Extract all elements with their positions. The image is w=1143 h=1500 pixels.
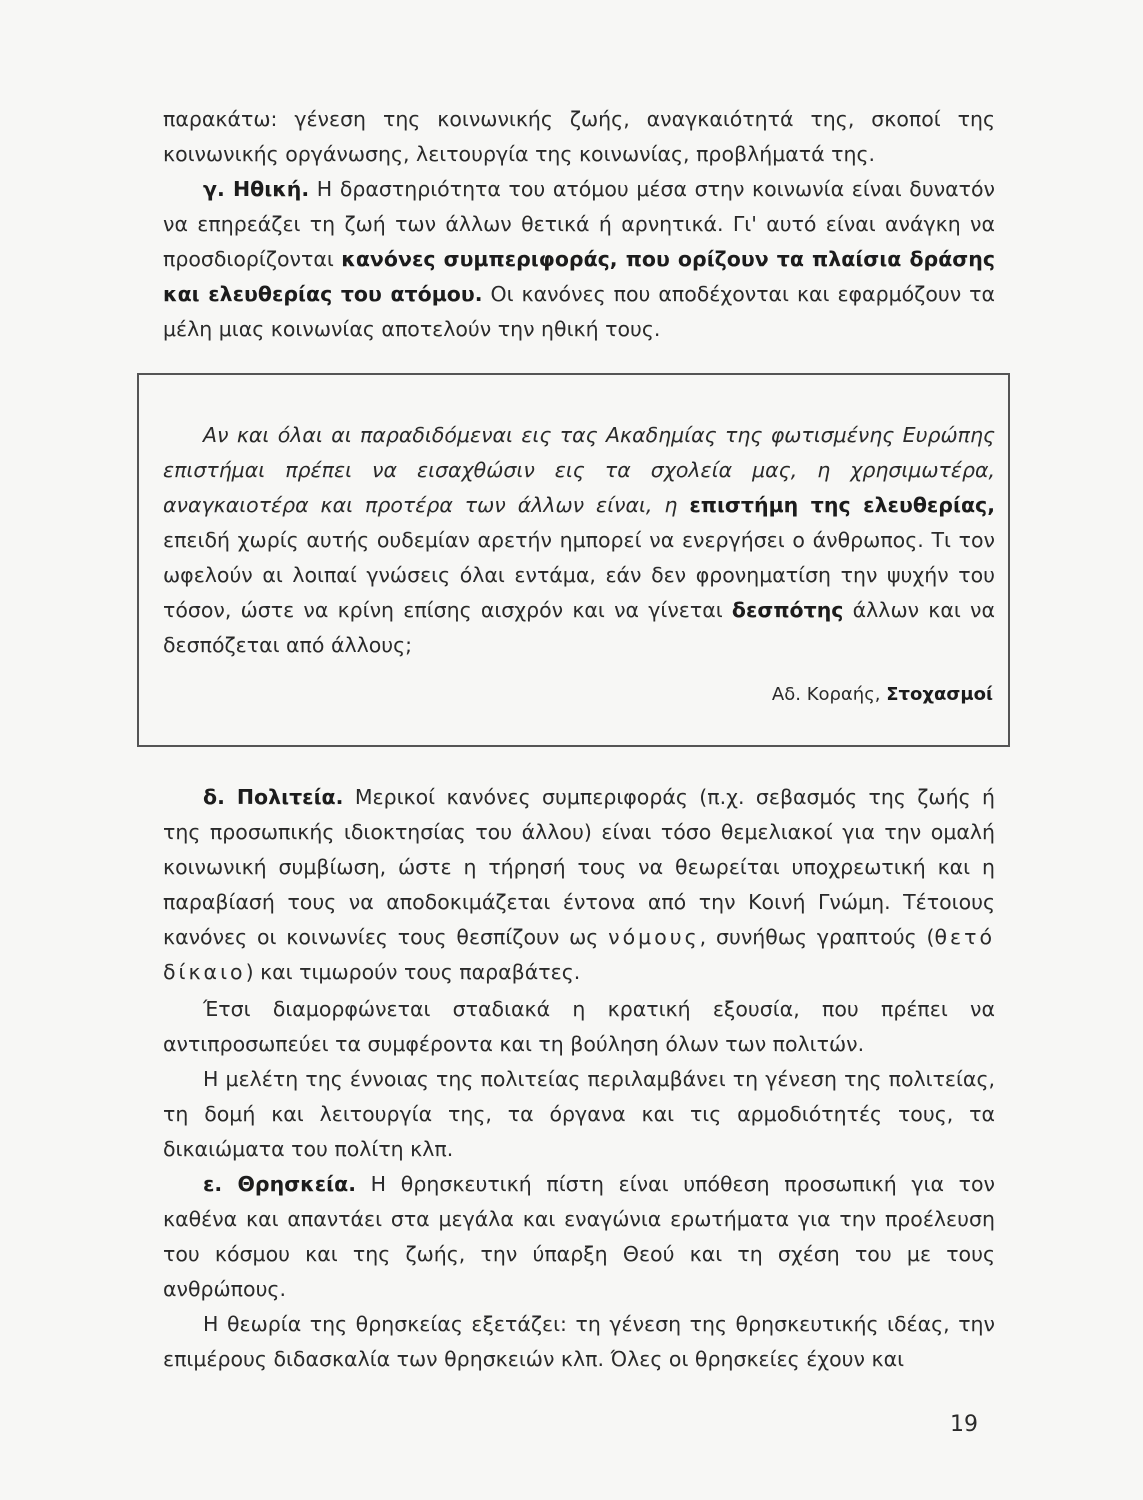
heading-religion: ε. Θρησκεία. (203, 1172, 356, 1196)
paragraph-religion: ε. Θρησκεία. Η θρησκευτική πίστη είναι υπόθεση προσωπική για τον καθένα και απαντάει στα μεγάλα και εναγώνια ερωτήματα για την προέλευση του κόσμου και της ζωής, την ύπαρξη Θεού και τη σχέση του με τους ανθρώπους. (163, 1172, 995, 1301)
korais-quote: Αν και όλαι αι παραδιδόμεναι εις τας Ακαδημίας της φωτισμένης Ευρώπης επιστήμαι πρέπει να εισαχθώσιν εις τα σχολεία μας, η χρησιμωτέρα, αναγκαιοτέρα και προτέρα των άλλων είναι, η επιστήμη της ελευθερίας, επειδή χωρίς αυτής ουδεμίαν αρετήν ημπορεί να ενεργήσει ο άνθρωπος. Τι τον ωφελούν αι λοιπαί γνώσεις όλαι εντάμα, εάν δεν φρονηματίση την ψυχήν του τόσον, ώστε να κρίνη επίσης αισχρόν και να γίνεται δεσπότης άλλων και να δεσπόζεται από άλλους; (163, 423, 995, 657)
paragraph-state: δ. Πολιτεία. Μερικοί κανόνες συμπεριφοράς (π.χ. σεβασμός της ζωής ή της προσωπικής ιδιοκτησίας του άλλου) είναι τόσο θεμελιακοί για την ομαλή κοινωνική συμβίωση, ώστε η τήρησή τους να θεωρείται υποχρεωτική και η παραβίασή τους να αποδοκιμάζεται έντονα από την Κοινή Γνώμη. Τέτοιους κανόνες οι κοινωνίες τους θεσπίζουν ως νόμους, συνήθως γραπτούς (θετό δίκαιο) και τιμωρούν τους παραβάτες. (163, 785, 996, 984)
quote-emphasis-despot: δεσπότης (731, 598, 844, 622)
quote-emphasis-freedom: επιστήμη της ελευθερίας, (689, 493, 995, 517)
paragraph-state-study: Η μελέτη της έννοιας της πολιτείας περιλαμβάνει τη γένεση της πολιτείας, τη δομή και λειτουργία της, τα όργανα και τις αρμοδιότητές τους, τα δικαιώματα του πολίτη κλπ. (163, 1067, 995, 1161)
heading-ethics: γ. Ηθική. (203, 177, 310, 201)
paragraph-state-authority: Έτσι διαμορφώνεται σταδιακά η κρατική εξουσία, που πρέπει να αντιπροσωπεύει τα συμφέροντα και τη βούληση όλων των πολιτών. (163, 997, 995, 1056)
heading-state: δ. Πολιτεία. (203, 785, 344, 809)
paragraph-social-life: παρακάτω: γένεση της κοινωνικής ζωής, αναγκαιότητά της, σκοποί της κοινωνικής οργάνωσης, λειτουργία της κοινωνίας, προβλήματά της. (163, 107, 995, 166)
paragraph-ethics: γ. Ηθική. Η δραστηριότητα του ατόμου μέσα στην κοινωνία είναι δυνατόν να επηρεάζει τη ζωή των άλλων θετικά ή αρνητικά. Γι' αυτό είναι ανάγκη να προσδιορίζονται κανόνες συμπεριφοράς, που ορίζουν τα πλαίσια δράσης και ελευθερίας του ατόμου. Οι κανόνες που αποδέχονται και εφαρμόζουν τα μέλη μιας κοινωνίας αποτελούν την ηθική τους. (163, 177, 996, 341)
page-number: 19 (950, 1412, 978, 1437)
ethics-emphasis: κανόνες συμπεριφοράς, που ορίζουν τα πλαίσια δράσης και ελευθερίας του ατόμου. (163, 247, 995, 306)
quote-source: Αδ. Κοραής, Στοχασμοί (771, 684, 993, 705)
paragraph-religion-theory: Η θεωρία της θρησκείας εξετάζει: τη γένεση της θρησκευτικής ιδέας, την επιμέρους διδασκαλία των θρησκειών κλπ. Όλες οι θρησκείες έχουν και (163, 1312, 995, 1371)
